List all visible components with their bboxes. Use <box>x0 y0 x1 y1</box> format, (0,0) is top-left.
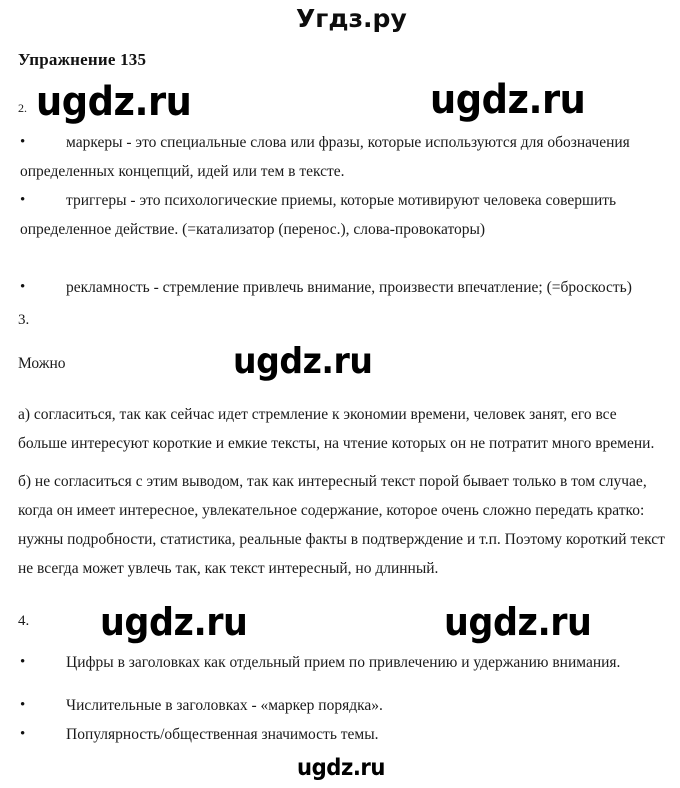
list-item-text: Популярность/общественная значимость темы. <box>66 726 379 743</box>
page-title: Упражнение 135 <box>18 50 147 69</box>
section-3-intro: Можно <box>18 355 66 372</box>
list-item <box>20 128 660 186</box>
list-item <box>20 648 672 677</box>
site-logo: Угдз.ру <box>296 4 407 33</box>
list-item-text: Числительные в заголовках - «маркер порядка». <box>66 697 383 714</box>
watermark-ugdz-6: ugdz.ru <box>297 755 386 781</box>
list-item-text: рекламность - стремление привлечь внимание, произвести впечатление; (=броскость) <box>66 279 632 296</box>
list-item-text: Цифры в заголовках как отдельный прием по привлечению и удержанию внимания. <box>66 654 621 671</box>
list-item <box>20 186 666 244</box>
list-item-text: маркеры - это специальные слова или фразы, которые используются для обозначения определенных концепций, идей или тем в тексте. <box>20 134 630 180</box>
watermark-ugdz-2: ugdz.ru <box>430 77 586 123</box>
paragraph-a: а) согласиться, так как сейчас идет стремление к экономии времени, человек занят, его все больше интересуют короткие и емкие тексты, на чтение которых он не потратит много времени. <box>18 406 655 452</box>
bullet-icon: • <box>20 279 26 295</box>
section-number-4: 4. <box>18 613 30 629</box>
watermark-ugdz-5: ugdz.ru <box>444 600 592 644</box>
bullet-icon: • <box>20 654 26 670</box>
section-number-3: 3. <box>18 312 30 328</box>
watermark-ugdz-4: ugdz.ru <box>100 600 248 644</box>
section-number-2: 2. <box>18 101 27 115</box>
list-item-text: триггеры - это психологические приемы, которые мотивируют человека совершить определенное действие. (=катализатор (перенос.), слова-провокаторы) <box>20 192 617 238</box>
list-item <box>20 691 620 720</box>
watermark-ugdz-3: ugdz.ru <box>233 341 373 382</box>
watermark-ugdz-1: ugdz.ru <box>36 79 192 125</box>
bullet-icon: • <box>20 697 26 713</box>
paragraph-b: б) не согласиться с этим выводом, так как интересный текст порой бывает только в том случае, когда он имеет интересное, увлекательное содержание, которое очень сложно передать кратко: нужны подробности, статистика, реальные факты в подтверждение и т.п. Поэтому короткий текст не всегда может увлечь так, как текст интересный, но длинный. <box>18 473 665 577</box>
list-item <box>20 273 668 302</box>
bullet-icon: • <box>20 192 26 208</box>
bullet-icon: • <box>20 726 26 742</box>
list-item <box>20 720 620 749</box>
bullet-icon: • <box>20 134 26 150</box>
